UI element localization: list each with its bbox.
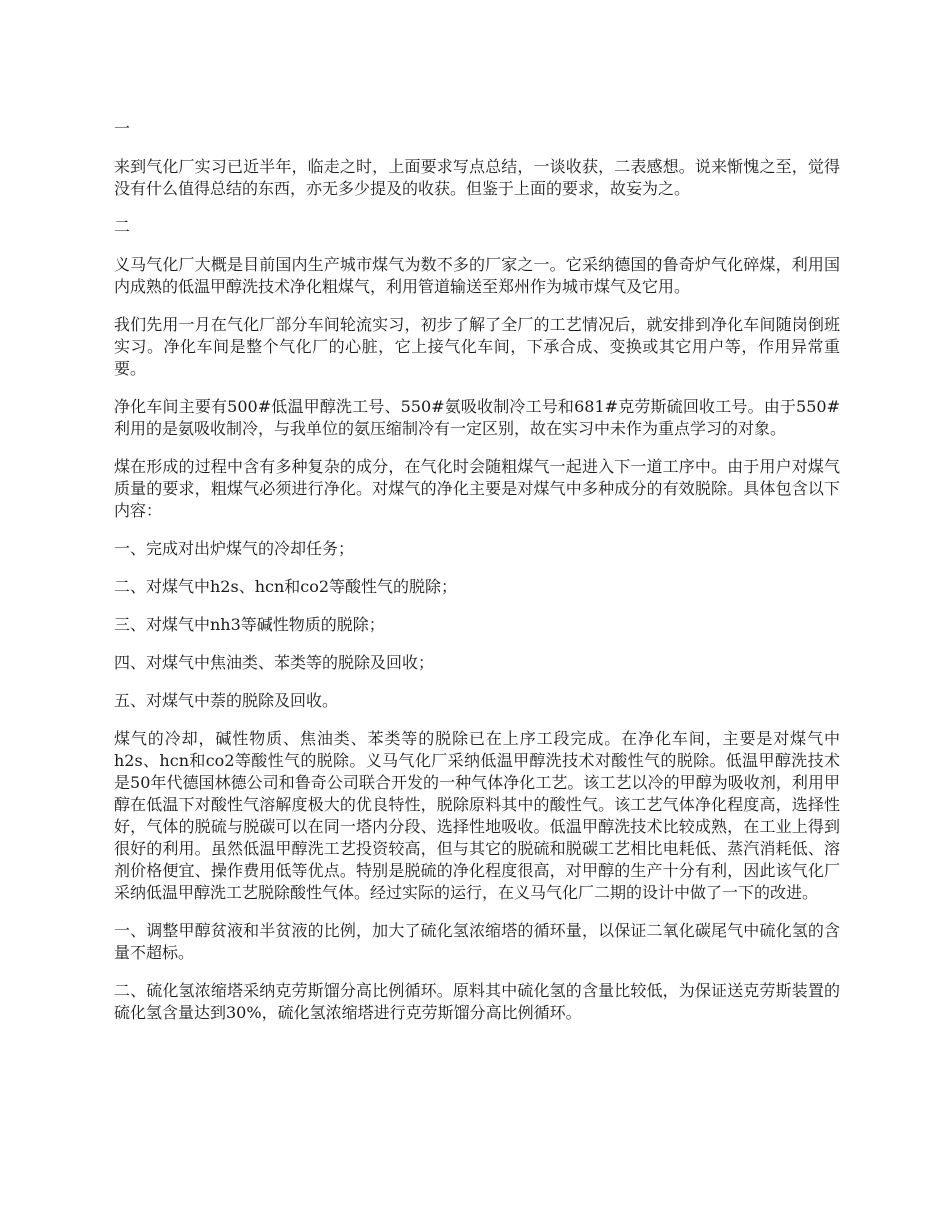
list-item: 二、对煤气中h2s、hcn和co2等酸性气的脱除； xyxy=(114,577,458,596)
paragraph: 煤在形成的过程中含有多种复杂的成分，在气化时会随粗煤气一起进入下一道工序中。由于用户对煤气质量的要求，粗煤气必须进行净化。对煤气的净化主要是对煤气中多种成分的有效脱除。具体包含以下内容： xyxy=(114,457,840,520)
paragraph: 来到气化厂实习已近半年，临走之时，上面要求写点总结，一谈收获，二表感想。说来惭愧之至，觉得没有什么值得总结的东西，亦无多少提及的收获。但鉴于上面的要求，故妄为之。 xyxy=(114,157,840,198)
paragraph: 煤气的冷却，碱性物质、焦油类、苯类等的脱除已在上序工段完成。在净化车间，主要是对煤气中h2s、hcn和co2等酸性气的脱除。义马气化厂采纳低温甲醇洗技术对酸性气的脱除。低温甲醇洗技术是50年代德国林德公司和鲁奇公司联合开发的一种气体净化工艺。该工艺以冷的甲醇为吸收剂，利用甲醇在低温下对酸性气溶解度极大的优良特性，脱除原料其中的酸性气。该工艺气体净化程度高，选择性好，气体的脱硫与脱碳可以在同一塔内分段、选择性地吸收。低温甲醇洗技术比较成熟，在工业上得到很好的利用。虽然低温甲醇洗工艺投资较高，但与其它的脱硫和脱碳工艺相比电耗低、蒸汽消耗低、溶剂价格便宜、操作费用低等优点。特别是脱硫的净化程度很高，对甲醇的生产十分有利，因此该气化厂采纳低温甲醇洗工艺脱除酸性气体。经过实际的运行，在义马气化厂二期的设计中做了一下的改进。 xyxy=(114,729,840,902)
section-marker-two: 二 xyxy=(114,217,131,236)
list-item: 三、对煤气中nh3等碱性物质的脱除； xyxy=(114,615,385,634)
list-item: 四、对煤气中焦油类、苯类等的脱除及回收； xyxy=(114,653,435,672)
list-item: 一、调整甲醇贫液和半贫液的比例，加大了硫化氢浓缩塔的循环量，以保证二氧化碳尾气中硫化氢的含量不超标。 xyxy=(114,921,840,962)
paragraph: 净化车间主要有500#低温甲醇洗工号、550#氨吸收制冷工号和681#克劳斯硫回收工号。由于550#利用的是氨吸收制冷，与我单位的氨压缩制冷有一定区别，故在实习中未作为重点学习的对象。 xyxy=(114,397,840,438)
list-item: 二、硫化氢浓缩塔采纳克劳斯馏分高比例循环。原料其中硫化氢的含量比较低，为保证送克劳斯装置的硫化氢含量达到30%，硫化氢浓缩塔进行克劳斯馏分高比例循环。 xyxy=(114,981,840,1022)
paragraph: 义马气化厂大概是目前国内生产城市煤气为数不多的厂家之一。它采纳德国的鲁奇炉气化碎煤，利用国内成熟的低温甲醇洗技术净化粗煤气，利用管道输送至郑州作为城市煤气及它用。 xyxy=(114,255,840,296)
document-body xyxy=(114,118,840,1040)
paragraph: 我们先用一月在气化厂部分车间轮流实习，初步了解了全厂的工艺情况后，就安排到净化车间随岗倒班实习。净化车间是整个气化厂的心脏，它上接气化车间，下承合成、变换或其它用户等，作用异常重要。 xyxy=(114,315,840,378)
list-item: 一、完成对出炉煤气的冷却任务； xyxy=(114,539,355,558)
list-item: 五、对煤气中萘的脱除及回收。 xyxy=(114,691,339,710)
section-marker-one: 一 xyxy=(114,119,131,138)
